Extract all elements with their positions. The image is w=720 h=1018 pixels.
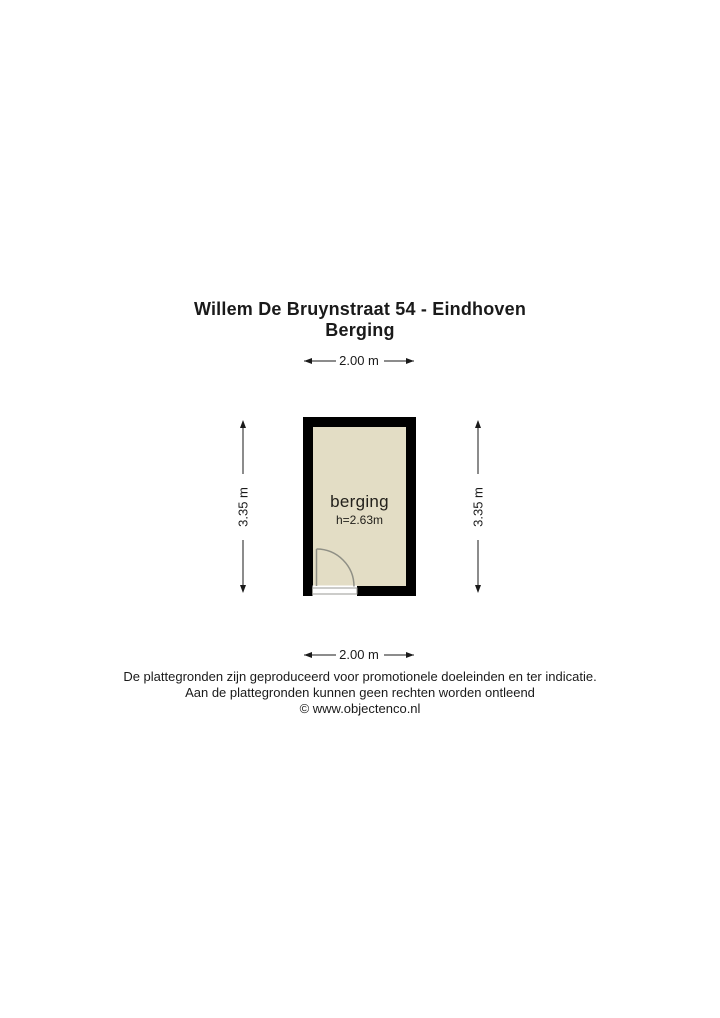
title-address: Willem De Bruynstraat 54 - Eindhoven [193, 299, 527, 319]
room-label: berging [330, 492, 389, 511]
arrowhead-down-icon [475, 585, 481, 593]
arrowhead-up-icon [240, 420, 246, 428]
room-height-label: h=2.63m [335, 513, 384, 527]
title-room-type: Berging [325, 320, 395, 340]
arrowhead-up-icon [475, 420, 481, 428]
disclaimer-line-2: Aan de plattegronden kunnen geen rechten worden ontleend [185, 685, 535, 700]
footer-disclaimer [0, 669, 720, 717]
door-threshold [313, 588, 358, 594]
dimension-label-bottom: 2.00 m [339, 647, 379, 662]
copyright-line: © www.objectenco.nl [299, 701, 421, 716]
dimension-label-left: 3.35 m [235, 487, 251, 527]
dimension-label-right: 3.35 m [470, 487, 486, 527]
disclaimer-line-1: De plattegronden zijn geproduceerd voor promotionele doeleinden en ter indicatie. [123, 669, 597, 684]
arrowhead-down-icon [240, 585, 246, 593]
dimension-label-top: 2.00 m [339, 353, 379, 368]
